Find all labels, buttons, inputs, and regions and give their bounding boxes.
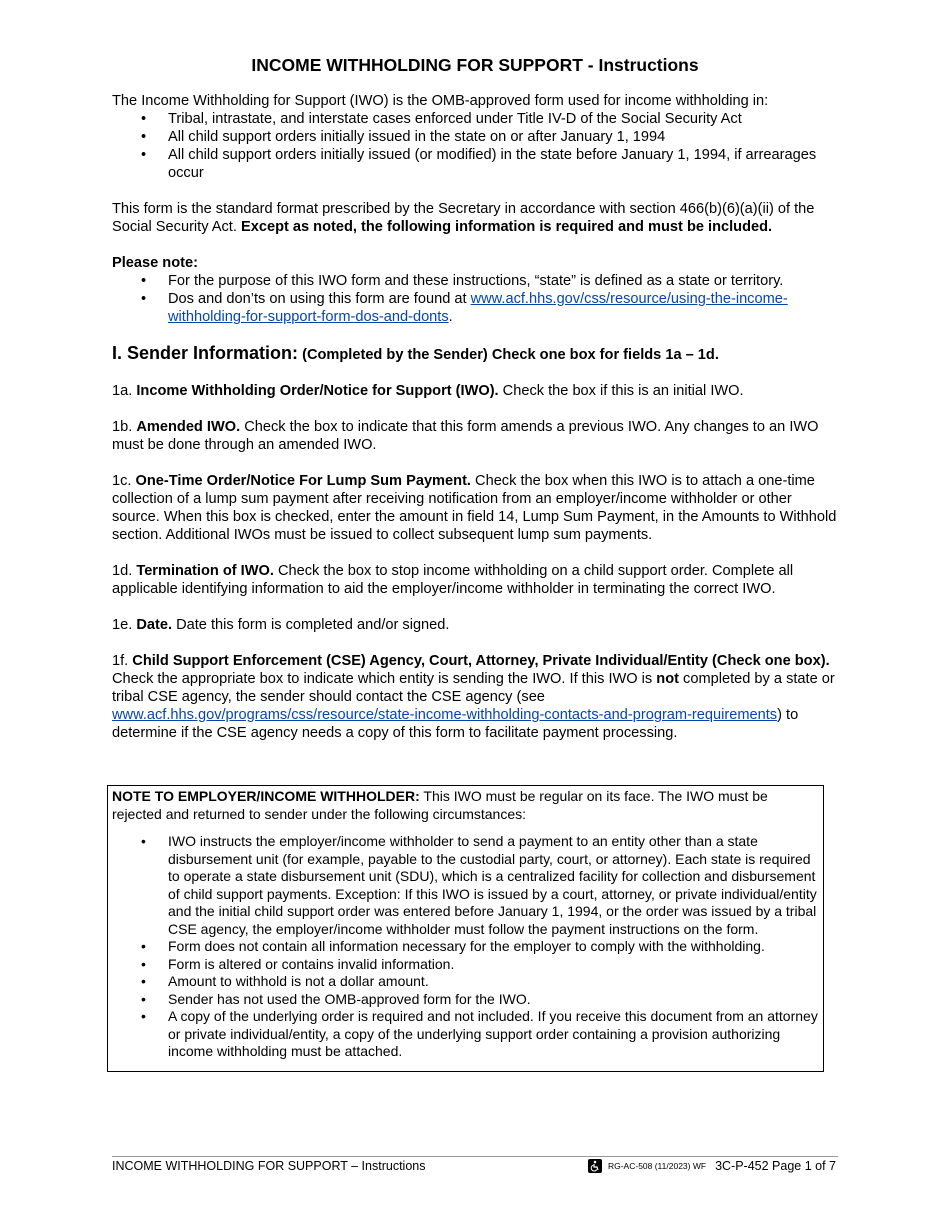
list-item: • For the purpose of this IWO form and these instructions, “state” is defined as a state or territory. xyxy=(112,272,838,290)
footer-title: INCOME WITHHOLDING FOR SUPPORT – Instructions xyxy=(112,1159,426,1173)
state-contacts-link[interactable]: www.acf.hhs.gov/programs/css/resource/state-income-withholding-contacts-and-program-requirements xyxy=(112,707,778,723)
page-title: INCOME WITHHOLDING FOR SUPPORT - Instructions xyxy=(251,55,699,75)
please-note-list xyxy=(112,272,838,326)
note-lead: NOTE TO EMPLOYER/INCOME WITHHOLDER: This IWO must be regular on its face. The IWO must be rejected and returned to sender under the following circumstances: xyxy=(112,788,768,822)
list-item: • Form does not contain all information necessary for the employer to comply with the withholding. xyxy=(112,938,819,956)
standard-bold: Except as noted, the following information is required and must be included. xyxy=(240,219,773,235)
footer-divider xyxy=(112,1156,838,1157)
note-heading: NOTE TO EMPLOYER/INCOME WITHHOLDER: xyxy=(112,788,420,804)
employer-note-box xyxy=(107,785,824,1072)
accessibility-icon xyxy=(588,1159,602,1173)
section-heading: I. Sender Information: (Completed by the Sender) Check one box for fields 1a – 1d. xyxy=(112,343,719,363)
field-1a: 1a. Income Withholding Order/Notice for Support (IWO). Check the box if this is an initial IWO. xyxy=(112,383,744,399)
field-1f: 1f. Child Support Enforcement (CSE) Agency, Court, Attorney, Private Individual/Entity (Check one box). Check the appropriate box to indicate which entity is sending the IWO. If this IWO is not completed by a state or tribal CSE agency, the sender should contact the CSE agency (see www.acf.hhs.gov/programs/css/resource/state-income-withholding-contacts-and-program-requirements) to determine if the CSE agency needs a copy of this form to facilitate payment processing. xyxy=(112,653,835,741)
footer-right xyxy=(588,1159,836,1173)
field-1b: 1b. Amended IWO. Check the box to indicate that this form amends a previous IWO. Any changes to an IWO must be done through an amended IWO. xyxy=(112,419,819,453)
list-item: • Sender has not used the OMB-approved form for the IWO. xyxy=(112,991,819,1009)
list-item: • All child support orders initially issued (or modified) in the state before January 1, 1994, if arrearages occur xyxy=(112,146,838,182)
field-1d: 1d. Termination of IWO. Check the box to stop income withholding on a child support order. Complete all applicable identifying information to aid the employer/income withholder in terminating the correct IWO. xyxy=(112,563,794,597)
document-body xyxy=(112,56,838,742)
list-item: • Tribal, intrastate, and interstate cases enforced under Title IV-D of the Social Security Act xyxy=(112,110,838,128)
standard-text: This form is the standard format prescribed by the Secretary in accordance with section 466(b)(6)(a)(ii) of the Social Security Act. xyxy=(112,201,815,235)
list-item: • IWO instructs the employer/income withholder to send a payment to an entity other than a state disbursement unit (for example, payable to the custodial party, court, or attorney). Each state is required to operate a state disbursement unit (SDU), which is a centralized facility for collection and disbursement of child support payments. Exception: If this IWO is issued by a court, attorney, or private individual/entity and the initial child support order was entered before January 1, 1994, or the order was issued by a tribal CSE agency, the employer/income withholder must follow the payment instructions on the form. xyxy=(112,833,819,938)
please-note-heading: Please note: xyxy=(112,255,198,271)
field-1c: 1c. One-Time Order/Notice For Lump Sum Payment. Check the box when this IWO is to attach a one-time collection of a lump sum payment after receiving notification from an employer/income withholder or other source. When this box is checked, enter the amount in field 14, Lump Sum Payment, in the Amounts to Withhold section. Additional IWOs must be issued to collect subsequent lump sum payments. xyxy=(112,473,837,543)
note-list xyxy=(112,833,819,1061)
list-item: • A copy of the underlying order is required and not included. If you receive this document from an attorney or private individual/entity, a copy of the underlying support order containing a provision authorizing income withholding must be attached. xyxy=(112,1008,819,1061)
page-number: 3C-P-452 Page 1 of 7 xyxy=(715,1159,836,1173)
dos-and-donts-link[interactable]: www.acf.hhs.gov/css/resource/using-the-income-withholding-for-support-form-dos-and-donts xyxy=(168,291,788,325)
standard-paragraph xyxy=(112,200,838,236)
list-item: • Dos and don’ts on using this form are found at www.acf.hhs.gov/css/resource/using-the-income-withholding-for-support-form-dos-and-donts. xyxy=(112,290,838,326)
form-code: RG-AC-508 (11/2023) WF xyxy=(607,1161,707,1171)
intro-list xyxy=(112,110,838,182)
list-item: • Form is altered or contains invalid information. xyxy=(112,956,819,974)
list-item: • All child support orders initially issued in the state on or after January 1, 1994 xyxy=(112,128,838,146)
list-item: • Amount to withhold is not a dollar amount. xyxy=(112,973,819,991)
intro-lead: The Income Withholding for Support (IWO) is the OMB-approved form used for income withholding in: xyxy=(112,93,769,109)
field-1e: 1e. Date. Date this form is completed and/or signed. xyxy=(112,617,450,633)
